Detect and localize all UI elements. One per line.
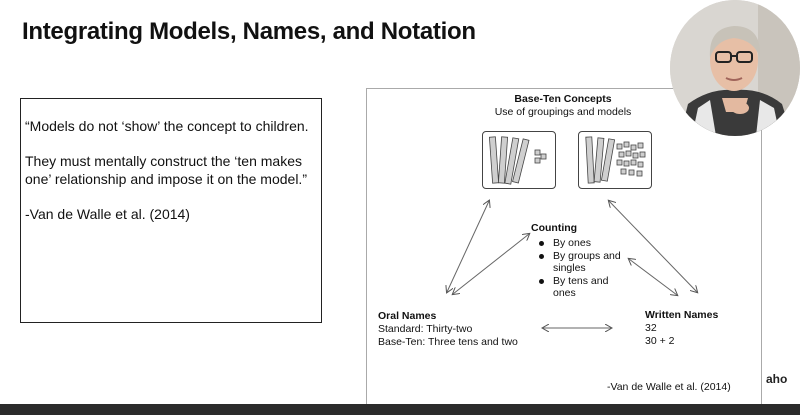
counting-item-by-tens: By tens and ones — [537, 275, 615, 300]
counting-item-by-groups: By groups and singles — [537, 250, 625, 275]
bottom-bar — [0, 404, 800, 415]
written-names-base-ten: 30 + 2 — [645, 335, 675, 347]
written-names-standard: 32 — [645, 322, 657, 334]
quote-attribution: -Van de Walle et al. (2014) — [25, 206, 190, 222]
counting-title: Counting — [531, 222, 578, 234]
quote-box — [20, 98, 322, 323]
written-names-title: Written Names — [645, 309, 719, 321]
arrow-counting-to-oral — [453, 234, 529, 294]
quote-line-1: “Models do not ‘show’ the concept to children. — [25, 118, 309, 134]
slide-title: Integrating Models, Names, and Notation — [22, 18, 476, 45]
base-ten-title: Base-Ten Concepts — [514, 93, 612, 105]
partial-footer-text: aho — [766, 372, 788, 386]
left-model-icon — [482, 131, 556, 189]
base-ten-figure — [366, 88, 762, 406]
quote-line-2: They must mentally construct the ‘ten makes one’ relationship and impose it on the model.” — [25, 153, 307, 187]
presenter-webcam-icon — [670, 0, 800, 136]
oral-names-title: Oral Names — [378, 310, 437, 322]
right-model-icon — [578, 131, 652, 189]
counting-list — [537, 237, 625, 300]
oral-names-base-ten: Base-Ten: Three tens and two — [378, 336, 518, 348]
arrow-left-model-to-oral — [447, 201, 489, 292]
counting-item-by-ones: By ones — [537, 237, 625, 250]
figure-attribution: -Van de Walle et al. (2014) — [607, 381, 731, 393]
base-ten-subtitle: Use of groupings and models — [494, 106, 632, 118]
oral-names-standard: Standard: Thirty-two — [378, 323, 473, 335]
